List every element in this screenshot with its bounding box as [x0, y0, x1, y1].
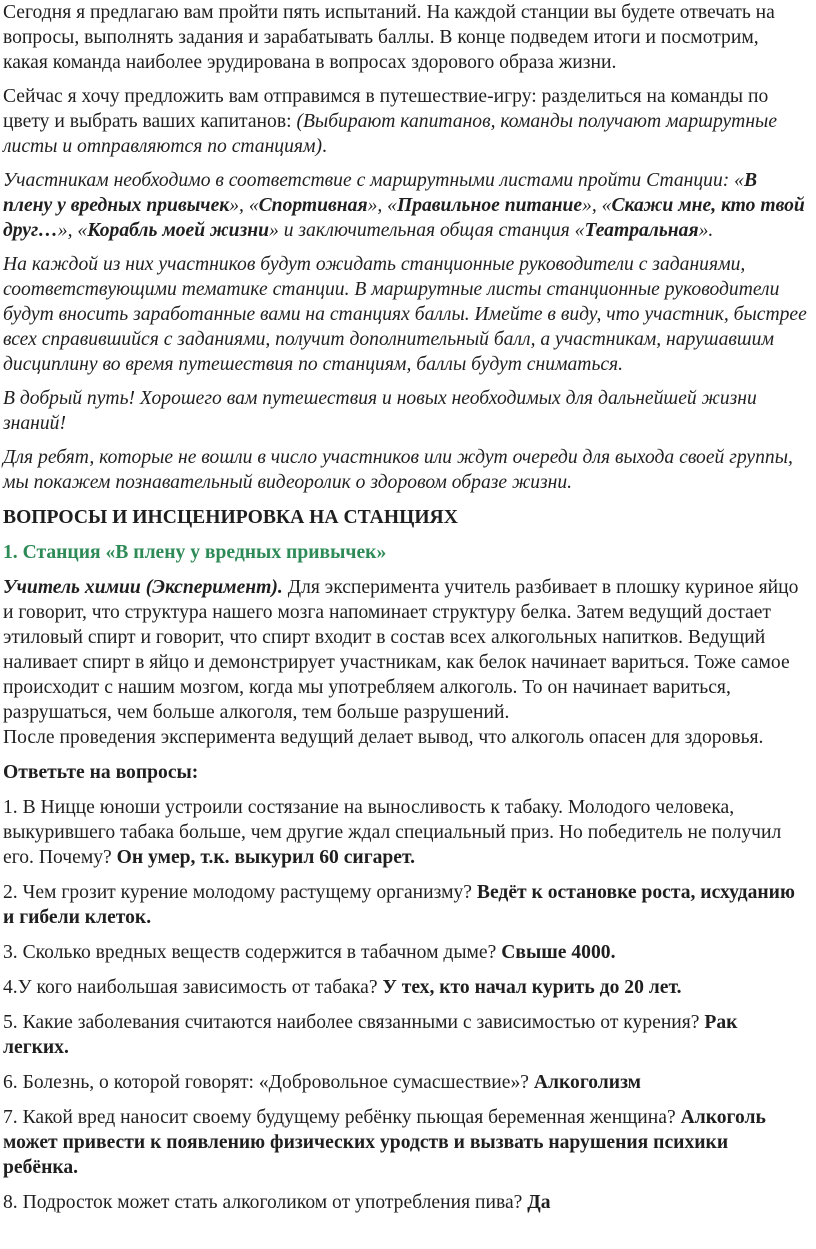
section-title: ВОПРОСЫ И ИНСЦЕНИРОВКА НА СТАНЦИЯХ — [3, 507, 458, 528]
intro-paragraph-4: На каждой из них участников будут ожидать станционные руководители с заданиями, соответствующими тематике станции. В маршрутные листы станционные руководители будут вносить заработанные вами на станциях баллы. Имейте в виду, что участник, быстрее всех справившийся с заданиями, получит дополнительный балл, а участникам, нарушавшим дисциплину во время путешествия по станциям, баллы будут сниматься. — [3, 254, 807, 375]
experiment-lead: Учитель химии (Эксперимент). — [3, 577, 283, 598]
experiment-paragraph — [3, 575, 808, 750]
station-name-3: Правильное питание — [396, 195, 583, 216]
questions-list — [3, 795, 808, 1215]
question-text: 4.У кого наибольшая зависимость от табака? — [3, 977, 383, 998]
question-text: 3. Сколько вредных веществ содержится в табачном дыме? — [3, 942, 502, 963]
question-text: 7. Какой вред наносит своему будущему ребёнку пьющая беременная женщина? — [3, 1107, 681, 1128]
question-item — [3, 940, 808, 965]
intro-paragraph-1: Сегодня я предлагаю вам пройти пять испытаний. На каждой станции вы будете отвечать на вопросы, выполнять задания и зарабатывать баллы. В конце подведем итоги и посмотрим, какая команда наиболее эрудирована в вопросах здорового образа жизни. — [3, 2, 775, 73]
experiment-body: Для эксперимента учитель разбивает в плошку куриное яйцо и говорит, что структура нашего мозга напоминает структуру белка. Затем ведущий достает этиловый спирт и говорит, что спирт входит в состав всех алкогольных напитков. Ведущий наливает спирт в яйцо и демонстрирует участникам, как белок начинает вариться. Тоже самое происходит с нашим мозгом, когда мы употребляем алкоголь. То он начинает вариться, разрушаться, чем больше алкоголя, тем больше разрушений. — [3, 577, 799, 723]
question-text: 2. Чем грозит курение молодому растущему организму? — [3, 882, 477, 903]
answer-text: Он умер, т.к. выкурил 60 сигарет. — [116, 847, 416, 868]
stations-end: ». — [698, 220, 714, 241]
station-name-2: Спортивная — [258, 195, 368, 216]
answer-text: Алкоголь может привести к появлению физических уродств и вызвать нарушения психики ребёнка. — [3, 1107, 766, 1178]
question-text: 5. Какие заболевания считаются наиболее связанными с зависимостью от курения? — [3, 1012, 705, 1033]
questions-title: Ответьте на вопросы: — [3, 762, 199, 783]
intro-paragraph-2 — [3, 84, 808, 159]
question-item — [3, 1010, 808, 1060]
answer-text: У тех, кто начал курить до 20 лет. — [382, 977, 682, 998]
station-name-6: Театральная — [584, 220, 699, 241]
intro-p2-text: Сейчас я хочу предложить вам отправимся в путешествие-игру: разделиться на команды по цвету и выбрать ваших капитанов: — [3, 86, 769, 132]
stations-sep-4: », « — [57, 220, 88, 241]
answer-text: Алкоголизм — [533, 1072, 642, 1093]
station-name-4: Скажи мне, кто твой друг… — [3, 195, 805, 241]
question-item — [3, 1070, 808, 1095]
stations-paragraph — [3, 168, 808, 243]
stations-sep-3: », « — [582, 195, 612, 216]
station-name-1: В плену у вредных привычек — [3, 170, 758, 216]
stations-sep-2: », « — [367, 195, 397, 216]
station-name-5: Корабль моей жизни — [87, 220, 270, 241]
intro-paragraph-5: В добрый путь! Хорошего вам путешествия и новых необходимых для дальнейшей жизни знаний! — [3, 388, 757, 434]
intro-paragraph-6: Для ребят, которые не вошли в число участников или ждут очереди для выхода своей группы, мы покажем познавательный видеоролик о здоровом образе жизни. — [3, 447, 793, 493]
answer-text: Свыше 4000. — [501, 942, 616, 963]
question-item — [3, 795, 808, 870]
question-text: 8. Подросток может стать алкоголиком от употребления пива? — [3, 1192, 528, 1213]
answer-text: Да — [527, 1192, 551, 1213]
stations-sep-1: », « — [229, 195, 259, 216]
answer-text: Ведёт к остановке роста, исхуданию и гибели клеток. — [3, 882, 795, 928]
question-item — [3, 975, 808, 1000]
stations-sep-5: » и заключительная общая станция « — [269, 220, 585, 241]
question-text: 1. В Ницце юноши устроили состязание на выносливость к табаку. Молодого человека, выкурившего табака больше, чем другие ждал специальный приз. Но победитель не получил его. Почему? — [3, 797, 782, 868]
experiment-conclusion: После проведения эксперимента ведущий делает вывод, что алкоголь опасен для здоровья. — [3, 727, 764, 748]
question-item — [3, 880, 808, 930]
station-heading: 1. Станция «В плену у вредных привычек» — [3, 542, 387, 563]
intro-p2-italic: (Выбирают капитанов, команды получают маршрутные листы и отправляются по станциям) — [3, 111, 778, 157]
question-item — [3, 1105, 808, 1180]
question-text: 6. Болезнь, о которой говорят: «Добровольное сумасшествие»? — [3, 1072, 534, 1093]
intro-p2-end: . — [322, 136, 327, 157]
stations-prefix: Участникам необходимо в соответствие с маршрутными листами пройти Станции: « — [3, 170, 744, 191]
answer-text: Рак легких. — [3, 1012, 738, 1058]
question-item — [3, 1190, 808, 1215]
